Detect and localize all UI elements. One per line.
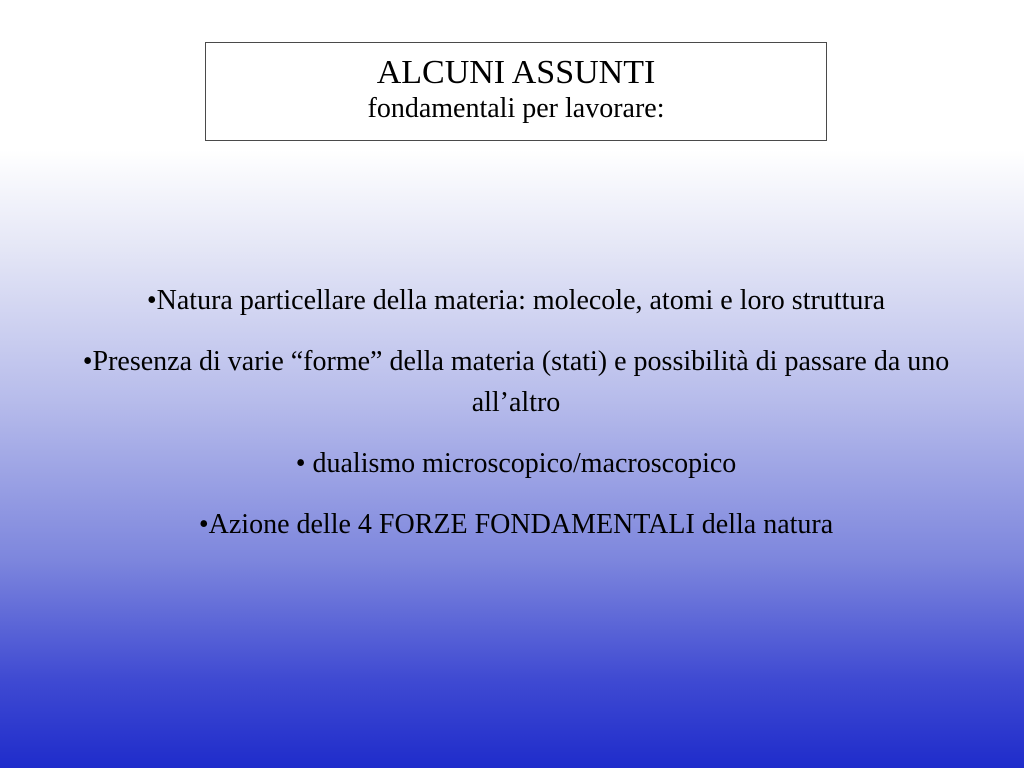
bullet-list <box>80 280 952 565</box>
bullet-item-particellare: •Natura particellare della materia: molecole, atomi e loro struttura <box>146 285 886 316</box>
bullet-item-forze: •Azione delle 4 FORZE FONDAMENTALI della natura <box>198 509 834 540</box>
bullet-item-dualismo: • dualismo microscopico/macroscopico <box>295 448 737 479</box>
title-box <box>205 42 827 141</box>
bullet-item-forme: •Presenza di varie “forme” della materia (stati) e possibilità di passare da uno all’altro <box>82 346 950 418</box>
slide-subtitle: fondamentali per lavorare: <box>367 93 665 124</box>
slide-title: ALCUNI ASSUNTI <box>376 54 656 91</box>
